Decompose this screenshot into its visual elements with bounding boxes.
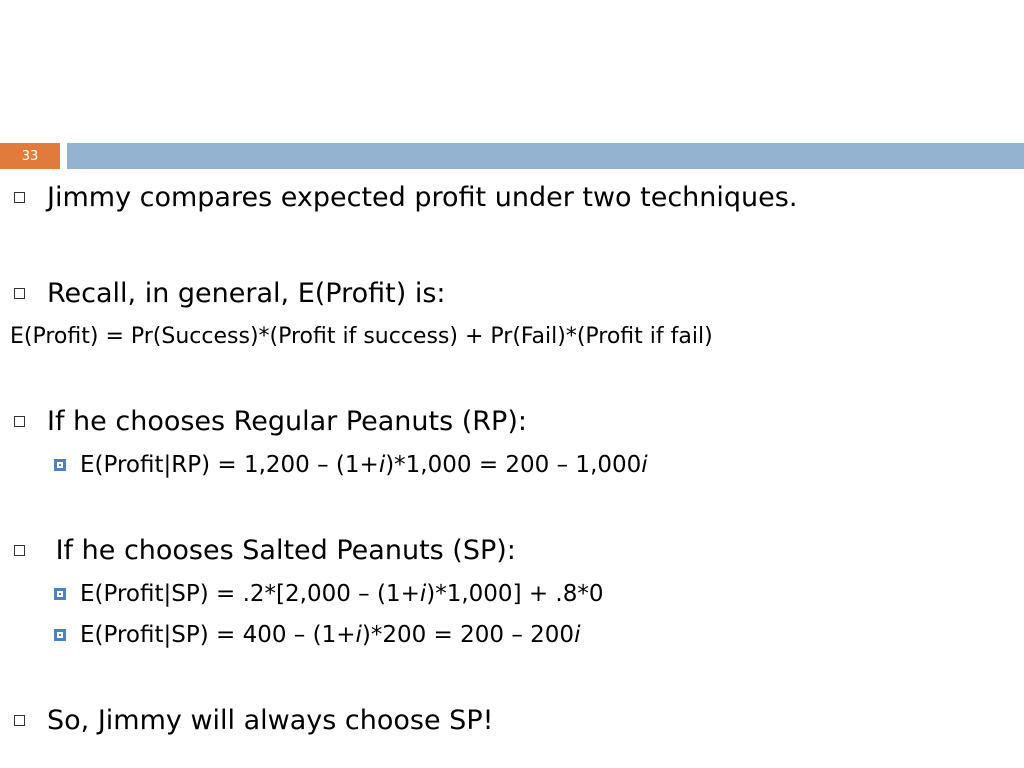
filled-square-bullet-icon <box>54 629 66 641</box>
equation-text: E(Profit|SP) = .2*[2,000 – (1+i)*1,000] + .8*0 <box>80 581 604 607</box>
bullet-text: So, Jimmy will always choose SP! <box>47 705 494 736</box>
bullet-text: If he chooses Salted Peanuts (SP): <box>47 535 516 566</box>
bullet-recall <box>14 278 446 309</box>
sub-bullet-rp-profit <box>54 452 648 478</box>
square-bullet-icon <box>14 545 25 556</box>
square-bullet-icon <box>14 416 25 427</box>
equation-text: E(Profit|SP) = 400 – (1+i)*200 = 200 – 200i <box>80 622 581 648</box>
bullet-regular-peanuts <box>14 406 527 437</box>
slide-header-bar <box>0 143 1024 169</box>
square-bullet-icon <box>14 288 25 299</box>
slide-number-badge: 33 <box>0 143 60 169</box>
header-accent-bar <box>67 143 1024 169</box>
bullet-text: Jimmy compares expected profit under two techniques. <box>47 182 798 213</box>
equation-text: E(Profit|RP) = 1,200 – (1+i)*1,000 = 200 – 1,000i <box>80 452 648 478</box>
expected-profit-formula <box>10 324 713 349</box>
square-bullet-icon <box>14 715 25 726</box>
bullet-text: Recall, in general, E(Profit) is: <box>47 278 446 309</box>
filled-square-bullet-icon <box>54 588 66 600</box>
square-bullet-icon <box>14 192 25 203</box>
bullet-conclusion <box>14 705 493 736</box>
sub-bullet-sp-profit-2 <box>54 622 580 648</box>
bullet-text: If he chooses Regular Peanuts (RP): <box>47 406 527 437</box>
bullet-jimmy-compares <box>14 182 797 213</box>
filled-square-bullet-icon <box>54 459 66 471</box>
formula-text: E(Profit) = Pr(Success)*(Profit if success) + Pr(Fail)*(Profit if fail) <box>10 324 713 349</box>
sub-bullet-sp-profit-1 <box>54 581 604 607</box>
bullet-salted-peanuts <box>14 535 516 566</box>
